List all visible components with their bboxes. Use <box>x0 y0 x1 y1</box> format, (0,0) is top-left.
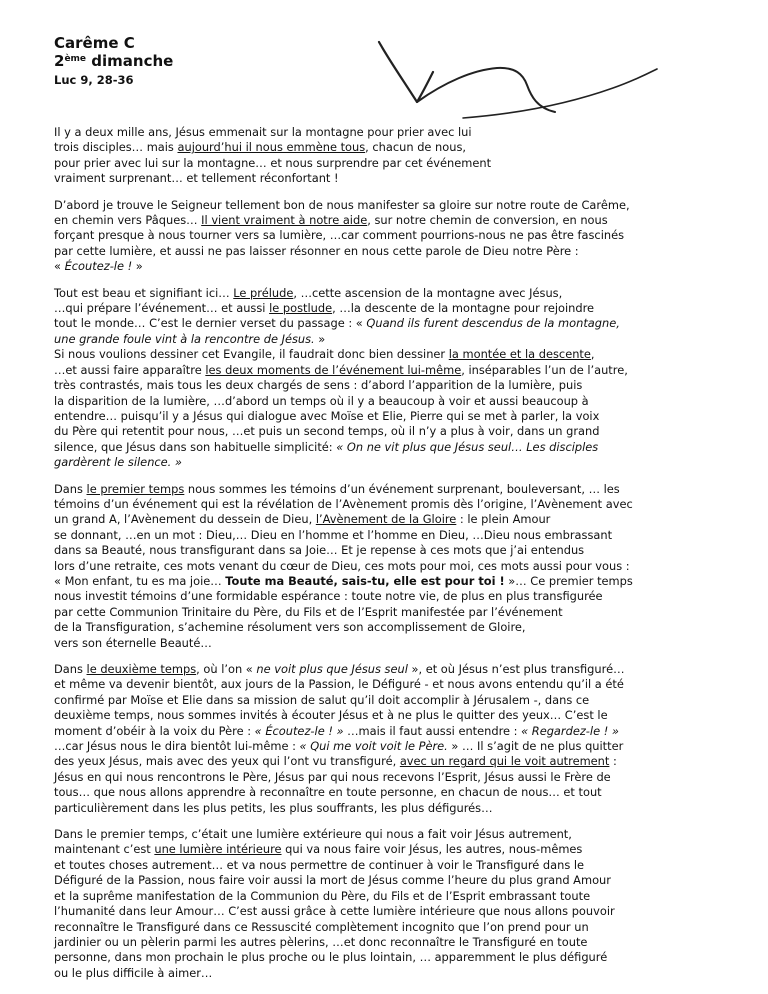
underlined-phrase: avec un regard qui le voit autrement <box>399 754 610 769</box>
text-run: entendre… puisqu’il y a Jésus qui dialogue avec Moïse et Elie, Pierre qui se met à parler, la voix <box>54 408 600 423</box>
text-run: ou le plus difficile à aimer… <box>54 965 213 980</box>
text-run: se donnant, …en un mot : Dieu,… Dieu en l’homme et l’homme en Dieu, …Dieu nous embrassant <box>54 527 613 542</box>
gospel-reference: Luc 9, 28-36 <box>54 72 134 87</box>
mark-stroke-ridge <box>417 68 555 112</box>
text-run: , <box>590 347 595 362</box>
day-word: dimanche <box>86 52 174 71</box>
text-run: personne, dans mon prochain le plus proche ou le plus lointain, … apparemment le plus défiguré <box>54 950 608 965</box>
text-run: l’humanité dans leur Amour… C’est aussi grâce à cette lumière intérieure que nous allons pouvoir <box>54 904 615 919</box>
text-run: Jésus en qui nous rencontrons le Père, Jésus par qui nous recevons l’Esprit, Jésus aussi le Frère de <box>54 769 611 784</box>
underlined-phrase: Il vient vraiment à notre aide <box>201 213 368 228</box>
text-run: Défiguré de la Passion, nous faire voir aussi la mort de Jésus comme l’heure du plus grand Amour <box>54 873 611 888</box>
text-run: …qui prépare l’événement… et aussi <box>54 301 270 316</box>
text-run: : le plein Amour <box>456 512 551 527</box>
text-run: moment d’obéir à la voix du Père : <box>54 723 255 738</box>
document-title: Carême C <box>54 34 135 52</box>
text-run: confirmé par Moïse et Elie dans sa mission de salut qu’il doit accomplir à Jérusalem -, dans ce <box>54 692 590 707</box>
text-run: pour prier avec lui sur la montagne… et nous surprendre par cet événement <box>54 155 492 170</box>
text-run: et même va devenir bientôt, aux jours de la Passion, le Défiguré - et nous avons entendu qu’il a été <box>54 677 624 692</box>
text-run: », et où Jésus n’est plus transfiguré… <box>407 662 625 676</box>
mark-stroke-ascent <box>379 42 433 102</box>
text-run: , …cette ascension de la montagne avec Jésus, <box>293 285 563 300</box>
mark-stroke-descent <box>463 69 657 118</box>
paragraph-4 <box>54 482 722 651</box>
paragraph-2 <box>54 198 722 275</box>
text-run: vraiment surprenant… et tellement réconfortant ! <box>54 171 339 186</box>
text-run: , …la descente de la montagne pour rejoindre <box>332 301 595 316</box>
text-run: » … Il s’agit de ne plus quitter <box>447 739 624 754</box>
text-run: « <box>54 259 65 274</box>
italic-quote: « Qui me voit voit le Père. <box>299 739 448 754</box>
underlined-phrase: le postlude <box>269 301 333 316</box>
text-run: « Mon enfant, tu es ma joie… <box>54 573 226 588</box>
text-run: particulièrement dans les plus petits, les plus souffrants, les plus défigurés… <box>54 800 493 815</box>
text-run: Dans <box>54 481 87 496</box>
text-run: D’abord je trouve le Seigneur tellement bon de nous manifester sa gloire sur notre route de Carême, <box>54 197 630 212</box>
text-run: des yeux Jésus, mais avec des yeux qui l’ont vu transfiguré, <box>54 754 400 769</box>
paragraph-3 <box>54 286 722 471</box>
text-run: , inséparables l’un de l’autre, <box>461 362 628 377</box>
underlined-phrase: la montée et la descente <box>448 347 591 362</box>
text-run: tous… que nous allons apprendre à reconnaître en toute personne, en chacun de nous… et tout <box>54 785 602 800</box>
text-run: Tout est beau et signifiant ici… <box>54 285 234 300</box>
text-run: : <box>609 754 617 769</box>
text-run: nous sommes les témoins d’un événement surprenant, bouleversant, … les <box>184 481 620 496</box>
text-run: vers son éternelle Beauté… <box>54 635 212 650</box>
text-run: reconnaître le Transfiguré dans ce Ressuscité complètement incognito que l’on prend pour un <box>54 919 589 934</box>
italic-quote: « Écoutez-le ! » <box>254 723 344 738</box>
italic-quote: une grande foule vint à la rencontre de Jésus. <box>54 331 315 346</box>
text-run: …et aussi faire apparaître <box>54 362 206 377</box>
text-run: » <box>132 259 143 274</box>
text-run: …mais il faut aussi entendre : <box>343 723 522 738</box>
text-run: nous investit témoins d’une formidable espérance : toute notre vie, de plus en plus transfigurée <box>54 589 603 604</box>
text-run: et toutes choses autrement… et va nous permettre de continuer à voir le Transfiguré dans le <box>54 857 585 872</box>
text-run: par cette Communion Trinitaire du Père, du Fils et de l’Esprit manifestée par l’événement <box>54 604 563 619</box>
underlined-phrase: le premier temps <box>86 481 185 496</box>
text-run: un grand A, l’Avènement du dessein de Dieu, <box>54 512 316 527</box>
text-run: Si nous voulions dessiner cet Evangile, il faudrait donc bien dessiner <box>54 347 449 362</box>
bold-phrase: Toute ma Beauté, sais-tu, elle est pour toi ! <box>225 573 505 588</box>
paragraph-5 <box>54 662 722 816</box>
text-run: et la suprême manifestation de la Communion du Père, du Fils et de l’Esprit embrassant toute <box>54 888 591 903</box>
italic-quote: gardèrent le silence. » <box>54 455 182 470</box>
paragraph-1 <box>54 125 722 187</box>
underlined-phrase: Le prélude <box>233 285 294 300</box>
document-header <box>54 34 173 87</box>
italic-quote: « On ne vit plus que Jésus seul… Les disciples <box>336 439 599 454</box>
text-run: Dans <box>54 662 87 676</box>
paragraph-6 <box>54 827 722 981</box>
text-run: du Père qui retentit pour nous, …et puis un second temps, où il n’y a plus à voir, dans un grand <box>54 424 600 439</box>
text-run: »… Ce premier temps <box>504 573 633 588</box>
text-run: témoins d’un événement qui est la révélation de l’Avènement promis dès l’origine, l’Avènement avec <box>54 496 633 511</box>
text-run: la disparition de la lumière, …d’abord un temps où il y a beaucoup à voir et aussi beaucoup à <box>54 393 589 408</box>
text-run: , où l’on « <box>196 662 257 676</box>
text-run: en chemin vers Pâques… <box>54 213 202 228</box>
text-run: » <box>314 331 326 346</box>
text-run: très contrastés, mais tous les deux chargés de sens : d’abord l’apparition de la lumière, puis <box>54 378 583 393</box>
text-run: Il y a deux mille ans, Jésus emmenait sur la montagne pour prier avec lui <box>54 125 472 139</box>
text-run: Dans le premier temps, c’était une lumière extérieure qui nous a fait voir Jésus autrement, <box>54 827 572 842</box>
text-run: lors d’une retraite, ces mots venant du cœur de Dieu, ces mots pour moi, ces mots aussi pour vous : <box>54 558 630 573</box>
homily-text <box>54 125 722 992</box>
text-run: , sur notre chemin de conversion, en nous <box>367 213 608 228</box>
italic-quote: Écoutez-le ! <box>64 259 133 274</box>
day-suffix: ème <box>64 54 87 65</box>
text-run: par cette lumière, et aussi ne pas laisser résonner en nous cette parole de Dieu notre Père : <box>54 243 579 258</box>
underlined-phrase: aujourd’hui il nous emmène tous <box>177 140 366 155</box>
text-run: , chacun de nous, <box>365 140 467 155</box>
text-run: trois disciples… mais <box>54 140 178 155</box>
text-run: tout le monde… C’est le dernier verset du passage : « <box>54 316 367 331</box>
text-run: silence, que Jésus dans son habituelle simplicité: <box>54 439 337 454</box>
hand-drawn-mountain-mark <box>365 30 665 120</box>
text-run: maintenant c’est <box>54 842 155 857</box>
underlined-phrase: les deux moments de l’événement lui-même <box>205 362 462 377</box>
underlined-phrase: l’Avènement de la Gloire <box>315 512 457 527</box>
italic-quote: ne voit plus que Jésus seul <box>256 662 408 676</box>
underlined-phrase: le deuxième temps <box>86 662 197 676</box>
text-run: …car Jésus nous le dira bientôt lui-même : <box>54 739 300 754</box>
document-subtitle <box>54 52 173 70</box>
italic-quote: Quand ils furent descendus de la montagne, <box>366 316 620 331</box>
text-run: de la Transfiguration, s’achemine résolument vers son accomplissement de Gloire, <box>54 620 526 635</box>
text-run: deuxième temps, nous sommes invités à écouter Jésus et à ne plus le quitter des yeux… C’est le <box>54 708 608 723</box>
day-number: 2 <box>54 52 65 71</box>
text-run: qui va nous faire voir Jésus, les autres, nous-mêmes <box>281 842 583 857</box>
text-run: forçant presque à nous tourner vers sa lumière, …car comment pourrions-nous ne pas être fascinés <box>54 228 625 243</box>
text-run: dans sa Beauté, nous transfigurant dans sa Joie… Et je repense à ces mots que j’ai entendus <box>54 543 585 558</box>
underlined-phrase: une lumière intérieure <box>154 842 282 857</box>
italic-quote: « Regardez-le ! » <box>521 723 619 738</box>
text-run: jardinier ou un pèlerin parmi les autres pèlerins, …et donc reconnaître le Transfiguré en toute <box>54 934 588 949</box>
